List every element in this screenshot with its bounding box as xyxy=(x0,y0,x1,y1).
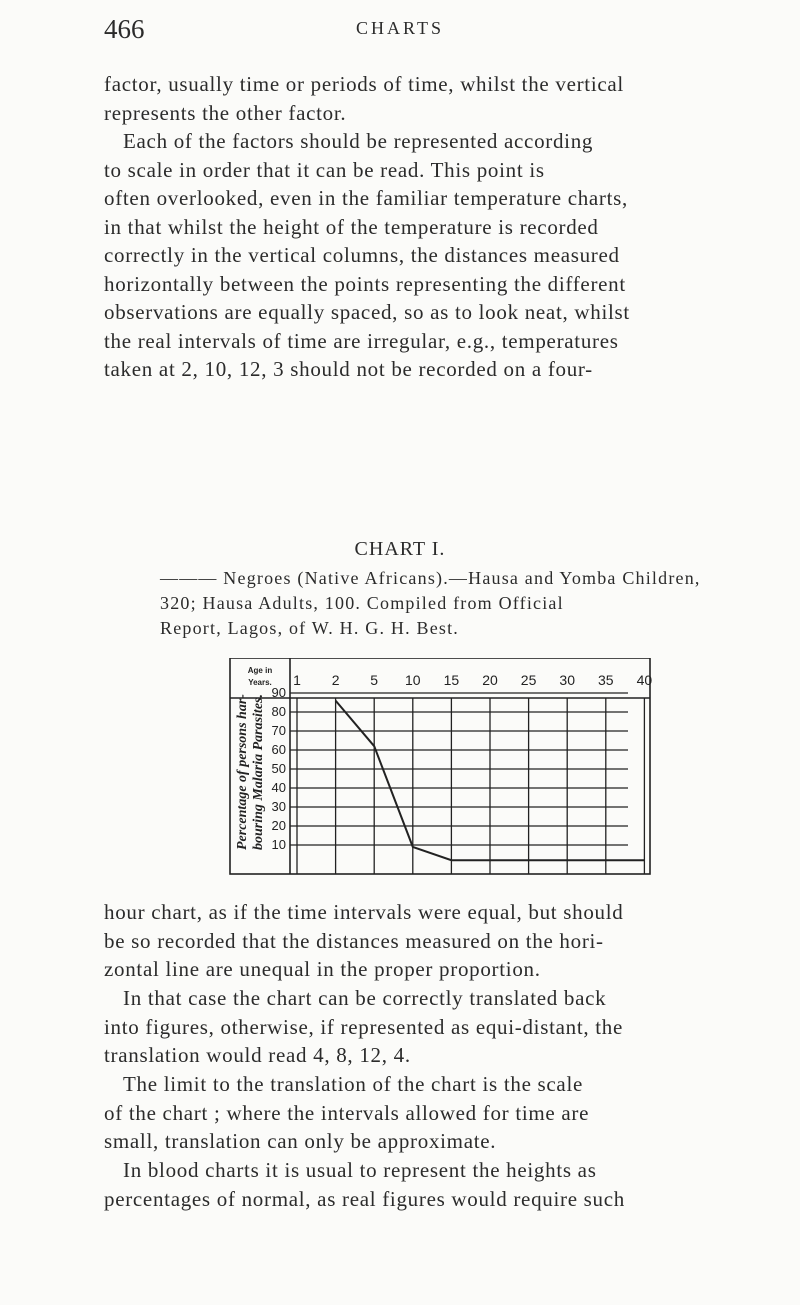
y-tick-label: 30 xyxy=(271,799,286,814)
x-tick-label: 25 xyxy=(520,672,537,688)
chart-frame xyxy=(230,658,650,874)
text-line: zontal line are unequal in the proper proportion. xyxy=(104,957,541,981)
chart-caption xyxy=(160,566,701,641)
x-tick-label: 35 xyxy=(598,672,614,688)
text-line: of the chart ; where the intervals allowed for time are xyxy=(104,1100,590,1125)
y-tick-label: 20 xyxy=(271,818,286,833)
text-line: hour chart, as if the time intervals were equal, but should xyxy=(104,900,624,924)
text-line: translation would read 4, 8, 12, 4. xyxy=(104,1043,411,1067)
corner-label-line1: Age in xyxy=(247,666,273,675)
malaria-age-chart xyxy=(226,658,656,876)
text-line: correctly in the vertical columns, the distances measured xyxy=(104,243,620,267)
x-tick-label: 10 xyxy=(405,672,421,688)
y-tick-label: 50 xyxy=(271,761,286,776)
x-tick-label: 5 xyxy=(370,672,379,688)
text-line: often overlooked, even in the familiar temperature charts, xyxy=(104,186,628,210)
text-line: factor, usually time or periods of time, whilst the vertical xyxy=(104,72,624,96)
page-header xyxy=(104,14,696,44)
paragraph-2 xyxy=(104,127,700,384)
text-line: In blood charts it is usual to represent the heights as xyxy=(123,1158,597,1182)
paragraph-6 xyxy=(104,1156,700,1213)
caption-line: Report, Lagos, of W. H. G. H. Best. xyxy=(160,618,459,638)
x-tick-label: 20 xyxy=(482,672,498,688)
y-tick-label: 70 xyxy=(271,723,286,738)
y-tick-label: 80 xyxy=(271,704,286,719)
text-line: in that whilst the height of the temperature is recorded xyxy=(104,214,599,239)
paragraph-4 xyxy=(104,984,700,1070)
text-line: taken at 2, 10, 12, 3 should not be recorded on a four- xyxy=(104,357,593,381)
text-line: be so recorded that the distances measured on the hori- xyxy=(104,928,604,953)
y-tick-label: 40 xyxy=(271,780,286,795)
x-tick-label: 1 xyxy=(293,672,301,688)
caption-line: ——— Negroes (Native Africans).—Hausa and Yomba Children, xyxy=(160,568,701,588)
text-line: to scale in order that it can be read. This point is xyxy=(104,157,545,182)
corner-label-line2: Years. xyxy=(248,678,272,687)
x-tick-label: 30 xyxy=(559,672,575,688)
chart-title: CHART I. xyxy=(354,538,446,560)
caption-line: 320; Hausa Adults, 100. Compiled from Official xyxy=(160,593,564,613)
text-line: The limit to the translation of the chart is the scale xyxy=(123,1072,584,1096)
text-line: observations are equally spaced, so as to look neat, whilst xyxy=(104,300,630,324)
paragraph-5 xyxy=(104,1070,700,1156)
y-tick-label: 90 xyxy=(271,685,286,700)
text-line: the real intervals of time are irregular, e.g., temperatures xyxy=(104,328,619,353)
y-tick-label: 60 xyxy=(271,742,286,757)
text-line: In that case the chart can be correctly translated back xyxy=(123,986,607,1010)
y-axis-label-line1: Percentage of persons har- xyxy=(235,694,250,850)
text-line: into figures, otherwise, if represented as equi-distant, the xyxy=(104,1014,624,1039)
running-head: CHARTS xyxy=(356,18,444,38)
text-line: percentages of normal, as real figures would require such xyxy=(104,1186,625,1211)
text-line: horizontally between the points representing the different xyxy=(104,271,626,296)
text-line: represents the other factor. xyxy=(104,100,347,125)
paragraph-1 xyxy=(104,70,700,127)
y-axis-label-line2: bouring Malaria Parasites. xyxy=(251,694,266,850)
text-line: Each of the factors should be represented according xyxy=(123,129,594,153)
page-number: 466 xyxy=(104,14,145,44)
x-tick-label: 2 xyxy=(331,672,340,688)
text-line: small, translation can only be approximate. xyxy=(104,1129,497,1153)
x-tick-label: 40 xyxy=(636,672,653,688)
paragraph-3 xyxy=(104,898,700,984)
y-tick-label: 10 xyxy=(271,837,286,852)
x-tick-label: 15 xyxy=(443,672,460,688)
